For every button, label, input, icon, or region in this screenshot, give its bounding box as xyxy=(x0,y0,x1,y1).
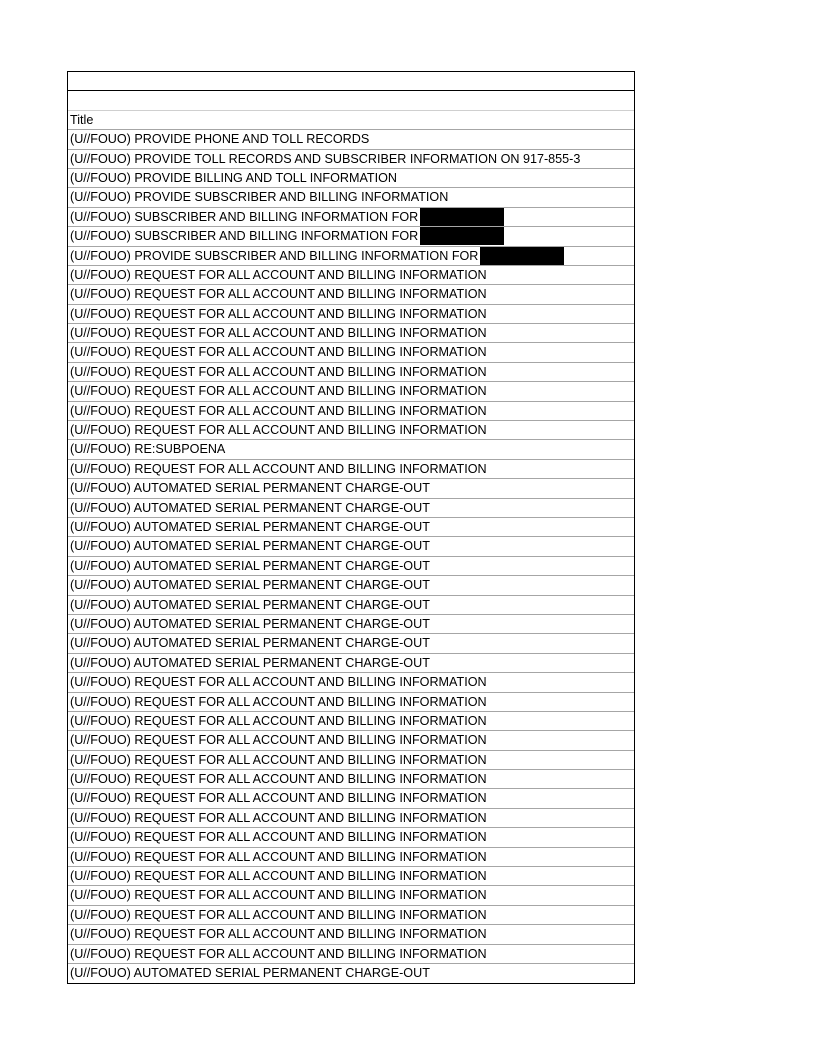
cell-text: (U//FOUO) REQUEST FOR ALL ACCOUNT AND BILLING INFORMATION xyxy=(70,306,487,321)
table-row xyxy=(68,789,634,808)
cell-text: (U//FOUO) PROVIDE TOLL RECORDS AND SUBSCRIBER INFORMATION ON 917-855-3 xyxy=(70,151,581,166)
table-row xyxy=(68,654,634,673)
table-row xyxy=(68,886,634,905)
table-row xyxy=(68,72,634,91)
redaction-block xyxy=(420,208,504,226)
table-row xyxy=(68,499,634,518)
table-row xyxy=(68,634,634,653)
table-row xyxy=(68,208,634,227)
table-row xyxy=(68,305,634,324)
cell-text: (U//FOUO) REQUEST FOR ALL ACCOUNT AND BILLING INFORMATION xyxy=(70,461,487,476)
column-header-title: Title xyxy=(70,112,94,127)
cell-text: (U//FOUO) AUTOMATED SERIAL PERMANENT CHARGE-OUT xyxy=(70,500,430,515)
cell-text: (U//FOUO) SUBSCRIBER AND BILLING INFORMATION FOR xyxy=(70,209,419,224)
cell-text: (U//FOUO) REQUEST FOR ALL ACCOUNT AND BILLING INFORMATION xyxy=(70,403,487,418)
cell-text: (U//FOUO) REQUEST FOR ALL ACCOUNT AND BILLING INFORMATION xyxy=(70,752,487,767)
table-row xyxy=(68,479,634,498)
cell-text: (U//FOUO) REQUEST FOR ALL ACCOUNT AND BILLING INFORMATION xyxy=(70,927,487,942)
cell-text: (U//FOUO) REQUEST FOR ALL ACCOUNT AND BILLING INFORMATION xyxy=(70,267,487,282)
table-row xyxy=(68,751,634,770)
table-row xyxy=(68,150,634,169)
cell-text: (U//FOUO) PROVIDE SUBSCRIBER AND BILLING INFORMATION xyxy=(70,190,449,205)
table-row xyxy=(68,421,634,440)
cell-text: (U//FOUO) REQUEST FOR ALL ACCOUNT AND BILLING INFORMATION xyxy=(70,345,487,360)
cell-text: (U//FOUO) PROVIDE BILLING AND TOLL INFORMATION xyxy=(70,170,398,185)
table-row xyxy=(68,247,634,266)
table-row xyxy=(68,537,634,556)
table-row xyxy=(68,518,634,537)
cell-text: (U//FOUO) REQUEST FOR ALL ACCOUNT AND BILLING INFORMATION xyxy=(70,733,487,748)
table-row xyxy=(68,925,634,944)
cell-text: (U//FOUO) AUTOMATED SERIAL PERMANENT CHARGE-OUT xyxy=(70,965,430,980)
cell-text: (U//FOUO) AUTOMATED SERIAL PERMANENT CHARGE-OUT xyxy=(70,636,430,651)
cell-text: (U//FOUO) PROVIDE PHONE AND TOLL RECORDS xyxy=(70,132,370,147)
table-row xyxy=(68,712,634,731)
cell-text: (U//FOUO) REQUEST FOR ALL ACCOUNT AND BILLING INFORMATION xyxy=(70,888,487,903)
cell-text: (U//FOUO) REQUEST FOR ALL ACCOUNT AND BILLING INFORMATION xyxy=(70,287,487,302)
table-row xyxy=(68,440,634,459)
redaction-block xyxy=(480,247,564,265)
cell-text: (U//FOUO) AUTOMATED SERIAL PERMANENT CHARGE-OUT xyxy=(70,519,430,534)
cell-text: (U//FOUO) AUTOMATED SERIAL PERMANENT CHARGE-OUT xyxy=(70,558,430,573)
cell-text: (U//FOUO) REQUEST FOR ALL ACCOUNT AND BILLING INFORMATION xyxy=(70,869,487,884)
table-row xyxy=(68,693,634,712)
cell-text: (U//FOUO) REQUEST FOR ALL ACCOUNT AND BILLING INFORMATION xyxy=(70,810,487,825)
cell-text: (U//FOUO) AUTOMATED SERIAL PERMANENT CHARGE-OUT xyxy=(70,616,430,631)
cell-text: (U//FOUO) REQUEST FOR ALL ACCOUNT AND BILLING INFORMATION xyxy=(70,830,487,845)
cell-text: (U//FOUO) AUTOMATED SERIAL PERMANENT CHARGE-OUT xyxy=(70,578,430,593)
cell-text: (U//FOUO) REQUEST FOR ALL ACCOUNT AND BILLING INFORMATION xyxy=(70,326,487,341)
spreadsheet-table xyxy=(67,71,635,984)
table-row xyxy=(68,382,634,401)
header-row xyxy=(68,111,634,130)
cell-text: (U//FOUO) REQUEST FOR ALL ACCOUNT AND BILLING INFORMATION xyxy=(70,791,487,806)
cell-text: (U//FOUO) REQUEST FOR ALL ACCOUNT AND BILLING INFORMATION xyxy=(70,675,487,690)
table-row xyxy=(68,227,634,246)
cell-text: (U//FOUO) AUTOMATED SERIAL PERMANENT CHARGE-OUT xyxy=(70,539,430,554)
cell-text: (U//FOUO) REQUEST FOR ALL ACCOUNT AND BILLING INFORMATION xyxy=(70,946,487,961)
table-row xyxy=(68,576,634,595)
table-row xyxy=(68,91,634,110)
table-row xyxy=(68,945,634,964)
table-row xyxy=(68,731,634,750)
table-row xyxy=(68,169,634,188)
cell-text: (U//FOUO) AUTOMATED SERIAL PERMANENT CHARGE-OUT xyxy=(70,481,430,496)
table-row xyxy=(68,906,634,925)
table-row xyxy=(68,770,634,789)
cell-text: (U//FOUO) REQUEST FOR ALL ACCOUNT AND BILLING INFORMATION xyxy=(70,907,487,922)
table-row xyxy=(68,363,634,382)
table-row xyxy=(68,343,634,362)
table-row xyxy=(68,964,634,983)
table-row xyxy=(68,130,634,149)
table-row xyxy=(68,867,634,886)
table-row xyxy=(68,324,634,343)
cell-text: (U//FOUO) PROVIDE SUBSCRIBER AND BILLING INFORMATION FOR xyxy=(70,248,479,263)
table-row xyxy=(68,460,634,479)
table-row xyxy=(68,809,634,828)
cell-text: (U//FOUO) REQUEST FOR ALL ACCOUNT AND BILLING INFORMATION xyxy=(70,713,487,728)
cell-text: (U//FOUO) REQUEST FOR ALL ACCOUNT AND BILLING INFORMATION xyxy=(70,772,487,787)
table-row xyxy=(68,188,634,207)
table-row xyxy=(68,285,634,304)
cell-text: (U//FOUO) REQUEST FOR ALL ACCOUNT AND BILLING INFORMATION xyxy=(70,364,487,379)
table-row xyxy=(68,615,634,634)
table-row xyxy=(68,266,634,285)
table-row xyxy=(68,596,634,615)
cell-text: (U//FOUO) SUBSCRIBER AND BILLING INFORMATION FOR xyxy=(70,229,419,244)
cell-text: (U//FOUO) AUTOMATED SERIAL PERMANENT CHARGE-OUT xyxy=(70,655,430,670)
cell-text: (U//FOUO) REQUEST FOR ALL ACCOUNT AND BILLING INFORMATION xyxy=(70,694,487,709)
cell-text: (U//FOUO) REQUEST FOR ALL ACCOUNT AND BILLING INFORMATION xyxy=(70,384,487,399)
table-row xyxy=(68,828,634,847)
table-row xyxy=(68,848,634,867)
cell-text: (U//FOUO) RE:SUBPOENA xyxy=(70,442,226,457)
table-row xyxy=(68,673,634,692)
cell-text: (U//FOUO) AUTOMATED SERIAL PERMANENT CHARGE-OUT xyxy=(70,597,430,612)
table-row xyxy=(68,557,634,576)
table-row xyxy=(68,402,634,421)
redaction-block xyxy=(420,227,504,245)
cell-text: (U//FOUO) REQUEST FOR ALL ACCOUNT AND BILLING INFORMATION xyxy=(70,849,487,864)
cell-text: (U//FOUO) REQUEST FOR ALL ACCOUNT AND BILLING INFORMATION xyxy=(70,423,487,438)
